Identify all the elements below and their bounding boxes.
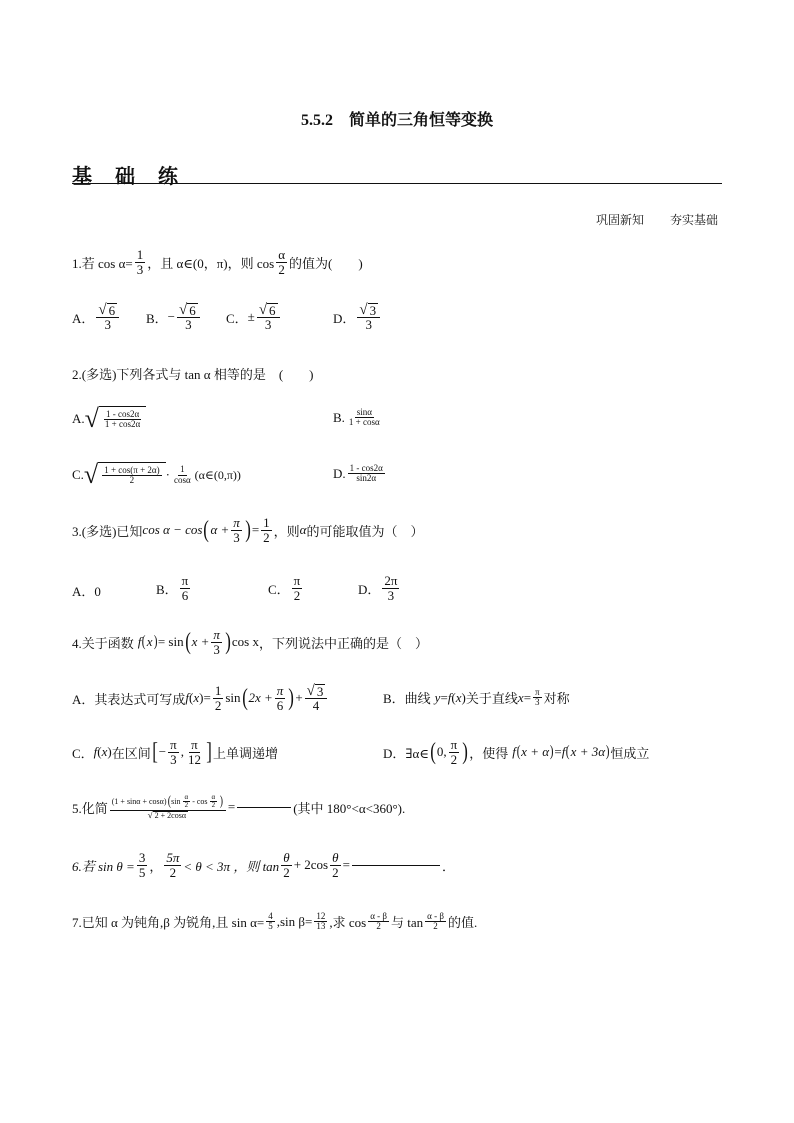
q1-option-c: C． ± √ 6 3 [226, 302, 282, 332]
fraction: $\frac{2\pi}{3}$ [384, 573, 398, 603]
q2-option-a: A. √ $\frac{1 - \cos 2\alpha}{1 + \cos 2\alpha}$ [72, 406, 146, 432]
q4-option-a: A．其表达式可写成 f ( x ) = $\frac{1}{2}$ sin ( 2x + $\frac{\pi}{6}$ ) + √ 3 4 [72, 683, 329, 713]
fraction: $\frac{\alpha - \beta}{2}$ [370, 911, 388, 932]
section-char: 基 [72, 166, 93, 188]
section-tagline [570, 211, 718, 228]
tag: 巩固新知 [595, 213, 644, 227]
fraction: $\frac{\pi}{3}$ [535, 687, 540, 708]
question-7: 7.已知 α 为钝角,β 为锐角,且 sin α= $\frac{4}{5}$ ,sin β= $\frac{12}{13}$ ,求 cos $\frac{\alpha - \beta}{2}$ 与 tan $\frac{\alpha - \beta}{2}$ 的值. [72, 911, 478, 932]
fraction: √ 6 3 [177, 302, 200, 332]
question-3: 3.(多选)已知 cos α − cos ( α + $\frac{\pi}{3}$ ) = $\frac{1}{2}$ ，则 α 的可能取值为（ ） [72, 515, 424, 545]
page-title: 5.5.2 简单的三角恒等变换 [300, 112, 493, 129]
fraction: $\frac{\sin\alpha}{1 + \cos\alpha}$ [348, 407, 380, 428]
q3-option-c: C． $\frac{\pi}{2}$ [268, 573, 301, 603]
question-2: 2.(多选)下列各式与 tan α 相等的是 ( ) [72, 367, 314, 382]
q1-option-d: D． √ 3 3 [333, 302, 382, 332]
fraction: $\frac{\alpha}{2}$ [278, 247, 286, 277]
q3-option-b: B． $\frac{\pi}{6}$ [156, 573, 189, 603]
question-4: 4.关于函数 f ( x ) = sin ( x + $\frac{\pi}{3}$ ) cos x ，下列说法中正确的是（ ） [72, 627, 429, 657]
fraction: $\frac{\pi}{2}$ [293, 573, 301, 603]
fraction: $\frac{\pi}{6}$ [181, 573, 189, 603]
q4-option-d: D．∃α∈ ( 0, $\frac{\pi}{2}$ ) ，使得 f ( x + α ) = f ( x + 3α ) 恒成立 [383, 737, 650, 767]
q4-option-c: C． f ( x ) 在区间 [ − $\frac{\pi}{3}$ , $\frac{\pi}{12}$ ] 上单调递增 [72, 737, 278, 767]
section-char: 础 [115, 166, 136, 188]
q3-option-d: D． $\frac{2\pi}{3}$ [358, 573, 398, 603]
section-heading [72, 160, 201, 189]
fraction: $\frac{1}{2}$ [214, 682, 222, 713]
question-5: 5.化简 (1 + sinα + cosα) ( sin $\frac{\alpha}{2}$ - cos $\frac{\alpha}{2}$ ) √ 2 + 2cosα = (其中 180°<α<360°). [72, 793, 406, 820]
answer-blank[interactable] [237, 807, 291, 808]
fraction: $\frac{\pi}{3}$ [213, 627, 220, 657]
q1-option-b: B． − √ 6 3 [146, 302, 202, 332]
q2-option-c: C. √ $\frac{1 + \cos(\pi + 2\alpha)}{2}$ · $\frac{1}{\cos\alpha}$ (α∈(0,π)) [72, 460, 241, 489]
fraction: $\frac{12}{13}$ [316, 911, 326, 932]
fraction: $\frac{\pi}{12}$ [187, 737, 201, 767]
fraction: $\frac{\pi}{6}$ [276, 682, 284, 713]
q1-text: 的值为( ) [289, 255, 363, 271]
fraction: (1 + sinα + cosα) ( sin $\frac{\alpha}{2}$ - cos $\frac{\alpha}{2}$ ) √ 2 + 2cosα [110, 794, 226, 820]
fraction: √ 3 4 [305, 683, 328, 713]
fraction: $\frac{1 - \cos 2\alpha}{\sin 2\alpha}$ [349, 463, 383, 484]
fraction: $\frac{1}{2}$ [263, 515, 270, 545]
q3-option-a: A．0 [72, 584, 101, 599]
fraction: √ 6 3 [257, 302, 280, 332]
fraction: √ 6 3 [96, 302, 119, 332]
q2-option-b: B. $\frac{\sin\alpha}{1 + \cos\alpha}$ [333, 407, 380, 428]
q2-option-d: D. $\frac{1 - \cos 2\alpha}{\sin 2\alpha}$ [333, 463, 383, 484]
q4-option-b: B．曲线 y = f ( x ) 关于直线 x = $\frac{\pi}{3}$ 对称 [383, 687, 570, 708]
fraction: $\frac{3}{5}$ [138, 850, 146, 880]
fraction: $\frac{\theta}{2}$ [332, 850, 339, 880]
fraction: $\frac{1}{3}$ [136, 247, 144, 277]
fraction: $\frac{5\pi}{2}$ [166, 850, 180, 880]
q1-text: 1.若 cos α= [72, 255, 133, 271]
tag: 夯实基础 [669, 213, 718, 227]
answer-blank[interactable] [352, 865, 440, 866]
section-rule [72, 183, 722, 184]
q1-text: ，且 α∈(0，π)，则 cos [147, 255, 275, 271]
fraction: √ 3 3 [357, 302, 380, 332]
fraction: $\frac{1}{\cos\alpha}$ [173, 464, 191, 485]
fraction: $\frac{\alpha - \beta}{2}$ [427, 911, 444, 932]
question-1 [72, 248, 363, 276]
fraction: $\frac{\pi}{2}$ [450, 737, 458, 767]
fraction: $\frac{\pi}{3}$ [233, 515, 240, 545]
q1-option-a: A． √ 6 3 [72, 302, 121, 332]
fraction: $\frac{\pi}{3}$ [170, 737, 177, 767]
question-6: 6.若 sin θ = $\frac{3}{5}$ ， $\frac{5\pi}{2}$ < θ < 3π ，则 tan $\frac{\theta}{2}$ + 2cos $\frac{\theta}{2}$ = ． [72, 850, 455, 880]
section-char: 练 [158, 166, 179, 188]
fraction: $\frac{\theta}{2}$ [283, 850, 290, 880]
fraction: $\frac{4}{5}$ [268, 911, 273, 932]
